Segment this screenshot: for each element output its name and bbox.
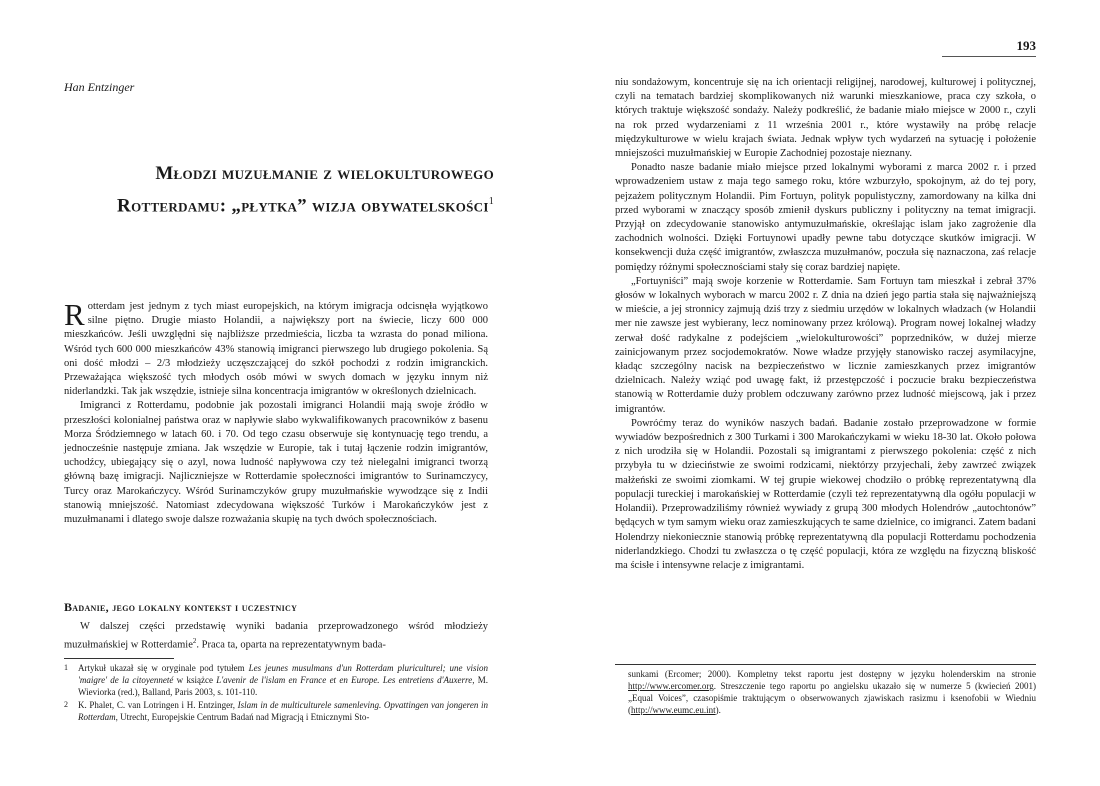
footnote-text: , M. Wieviorka (red.), Balland, Paris 2003, s. 101-110. [78,675,488,697]
right-page [550,0,1100,786]
running-head: Han Entzinger [64,80,135,94]
footnote-text: Artykuł ukazał się w oryginale pod tytułem [78,663,249,673]
intro-paragraph [64,297,488,399]
footnote-rule [64,658,174,659]
body-text-right [615,76,1036,573]
footnote-text: , Utrecht, Europejskie Centrum Badań nad Migracją i Etnicznymi Sto- [115,712,370,722]
paragraph-2: Imigranci z Rotterdamu, podobnie jak pozostali imigranci Holandii mają swoje źródło w przeszłości kolonialnej państwa oraz w napływie słabo wykwalifikowanych pracowników z basenu Morza Śródziemnego w latach 60. i 70. Od tego czasu obserwuje się kontynuację tego trendu, a jednocześnie następuje zmiana. Jak wszędzie w Europie, tak i tutaj łączenie rodzin imigrantów, uchodźcy, ubiegający się o azyl, nowa ludność napływowa czy też nielegalni imigranci tworzą główną bazę imigracji. Najliczniejsze w Rotterdamie społeczności imigrantów to Surinamczycy, Turcy oraz Marokańczycy. Wśród Surinamczyków grupy muzułmańskie wywodzące się z Indii stanowią mniejszość. Natomiast zdecydowana większość Turków i Marokańczyków jest z muzułmanami i dlatego swoje dalsze rozważania skupię na tych dwóch społecznościach. [64,400,488,526]
title-footnote-marker: 1 [488,196,494,207]
footnotes [64,662,488,724]
footnote-2 [64,699,488,723]
eumc-link[interactable]: http://www.eumc.eu.int [631,705,716,715]
footnote-text: sunkami (Ercomer; 2000). Kompletny tekst raportu jest dostępny w języku holenderskim na stronie [628,669,1036,679]
footnote-italic-title: Les jeunes musulmans d'un Rotterdam pluriculturel; une vision 'maigre' de la citoyenneté [78,663,488,685]
section-heading: Badanie, jego lokalny kontekst i uczestnicy [64,600,298,614]
footnote-rule-right [615,664,1036,665]
footnote-1 [64,662,488,698]
paragraph-results: Powróćmy teraz do wyników naszych badań. Badanie zostało przeprowadzone w formie wywiadów bezpośrednich z 300 Turkami i 300 Marokańczykami w wieku 18-30 lat. Około połowa z nich urodziła się w Holandii. Pozostali są imigrantami z pierwszego pokolenia: część z nich przybyła tu w dzieciństwie ze swoimi rodzicami, niektórzy przyjechali, żeby zawrzeć związek małżeński ze swoimi ziomkami. W tej grupie wiekowej chodziło o próbkę reprezentatywną dla populacji tureckiej i marokańskiej w Rotterdamie (czyli też reprezentatywną dla ogółu populacji w Holandii). Przeprowadziliśmy również wywiady z grupą 300 młodych Holendrów „autochtonów” będących w tym samym wieku oraz zamieszkujących te same dzielnice, co imigranci. Zatem badani Holendrzy niekoniecznie stanowią próbkę reprezentatywną dla populacji Rotterdamu pochodzenia niderlandzkiego. Chodzi tu zwłaszcza o tę część populacji, która ze względu na fizyczną bliskość ma ścisłe i intensywne relacje z imigrantami. [615,417,1036,571]
paragraph-elections: Ponadto nasze badanie miało miejsce przed lokalnymi wyborami z marca 2002 r. i przed wprowadzeniem ustaw z maja tego samego roku, które wzburzyło, spokojnym, aż do tej pory, pejzażem politycznym Holandii. Pim Fortuyn, polityk populistyczny, zamordowany na kilka dni przed wyborami w znaczący sposób zmienił dyskurs publiczny i polityczny na temat imigracji. Przyjął on zdecydowanie stanowisko antymuzułmańskie, określając islam jako zagrożenie dla zachodnich wolności. Dzięki Fortuynowi upadły pewne tabu dotyczące skutków imigracji. W konsekwencji duża część imigrantów, zwłaszcza muzułmanów, poczuła się naznaczona, zaś relacje pomiędzy różnymi społecznościami stały się coraz bardziej napięte. [615,162,1036,273]
article-title [64,160,494,220]
article-title-line-2 [64,188,494,220]
intro-paragraph-text: otterdam jest jednym z tych miast europejskich, na którym imigracja odcisnęła wyjątkowo silne piętno. Drugie miasto Holandii, a największy port na świecie, liczy 600 000 mieszkańców. Jeśli uwzględni się najbliższe przedmieścia, liczba ta wzrasta do ponad miliona. Wśród tych 600 000 mieszkańców 43% stanowią imigranci pierwszego lub drugiego pokolenia. Są oni dość młodzi – 2/3 młodzieży uczęszczającej do szkół pochodzi z rodzin imigranckich. Przeważająca większość tych młodych osób mówi w swych domach w języku innym niż niderlandzki. Tak jak wszędzie, istnieje silna koncentracja imigrantów w określonych dzielnicach. [64,301,488,398]
page-number: 193 [942,38,1036,57]
body-text-left [64,297,488,527]
footnote-text: K. Phalet, C. van Lotringen i H. Entzinger, [78,700,238,710]
article-title-line-2-text: Rotterdamu: „płytka” wizja obywatelskości [117,195,489,217]
footnote-italic-title: Islam in de multiculturele samenleving. Opvattingen van jongeren in Rotterdam [78,700,489,722]
footnote-text: w książce [173,675,217,685]
footnote-number: 1 [64,663,68,672]
ercomer-link[interactable]: http://www.ercomer.org [628,681,714,691]
footnote-italic-title: L'avenir de l'islam en France et en Europe. Les entretiens d'Auxerre [216,675,473,685]
paragraph-fortuynists: „Fortuyniści” mają swoje korzenie w Rotterdamie. Sam Fortuyn tam mieszkał i zebrał 37% głosów w lokalnych wyborach w marcu 2002 r. Z dnia na dzień jego partia stała się najważniejszą w mieście, a jej stronnicy zajmują dziś trzy z siedmiu urzędów w lokalnych władzach (w Holandii mer nie zawsze jest wybierany, lecz nominowany przez królową). Program nowej lokalnej władzy zerwał dość radykalne z podejściem „wielokulturowości” poprzedników, w dużej mierze zainicjowanym przez socjodemokratów. Nowe władze przyjęły stanowisko raczej asymilacyjne, kładąc szczególny nacisk na bezpieczeństwo w licznie zamieszkanych przez imigrantów dzielnicach. Należy wziąć pod uwagę fakt, iż przestępczość i poczucie braku bezpieczeństwa stanowią w Rotterdamie duży problem odczuwany zarówno przez ludność miejscową, jak i przez imigrantów. [615,275,1036,415]
paragraph-continued: niu sondażowym, koncentruje się na ich orientacji religijnej, narodowej, kulturowej i politycznej, czyli na tematach bardziej skomplikowanych niż warunki mieszkaniowe, praca czy szkoła, o których traktuje większość sondaży. Należy podkreślić, że badanie miało miejsce w 2000 r., czyli na rok przed wydarzeniami z 11 września 2001 r., które wystawiły na próbę relacje międzykulturowe w wielu krajach świata. Jednak wpływ tych wydarzeń na sytuację i położenie mniejszości muzułmańskiej w Europie Zachodniej pozostaje nieznany. [615,77,1036,160]
footnote-text: ). [715,705,721,715]
footnote-text: . Streszczenie tego raportu po angielsku ukazało się w numerze 5 (kwiecień 2001) „Equal Voices”, czasopiśmie traktującym o obserwowanych zjawiskach rasizmu i ksenofobii w Wiedniu ( [628,681,1036,715]
section-paragraph [64,620,488,653]
footnote-continuation [628,668,1036,716]
section-paragraph-text-a: W dalszej części przedstawię wyniki badania przeprowadzonego wśród młodzieży muzułmańskiej w Rotterdamie [64,621,488,651]
footnote-number: 2 [64,700,68,709]
footnote-marker-2: 2 [192,637,197,646]
section-paragraph-text-b: . Praca ta, oparta na reprezentatywnym bada- [196,639,386,651]
drop-cap: R [64,297,85,332]
article-title-line-1: Młodzi muzułmanie z wielokulturowego [155,163,494,184]
